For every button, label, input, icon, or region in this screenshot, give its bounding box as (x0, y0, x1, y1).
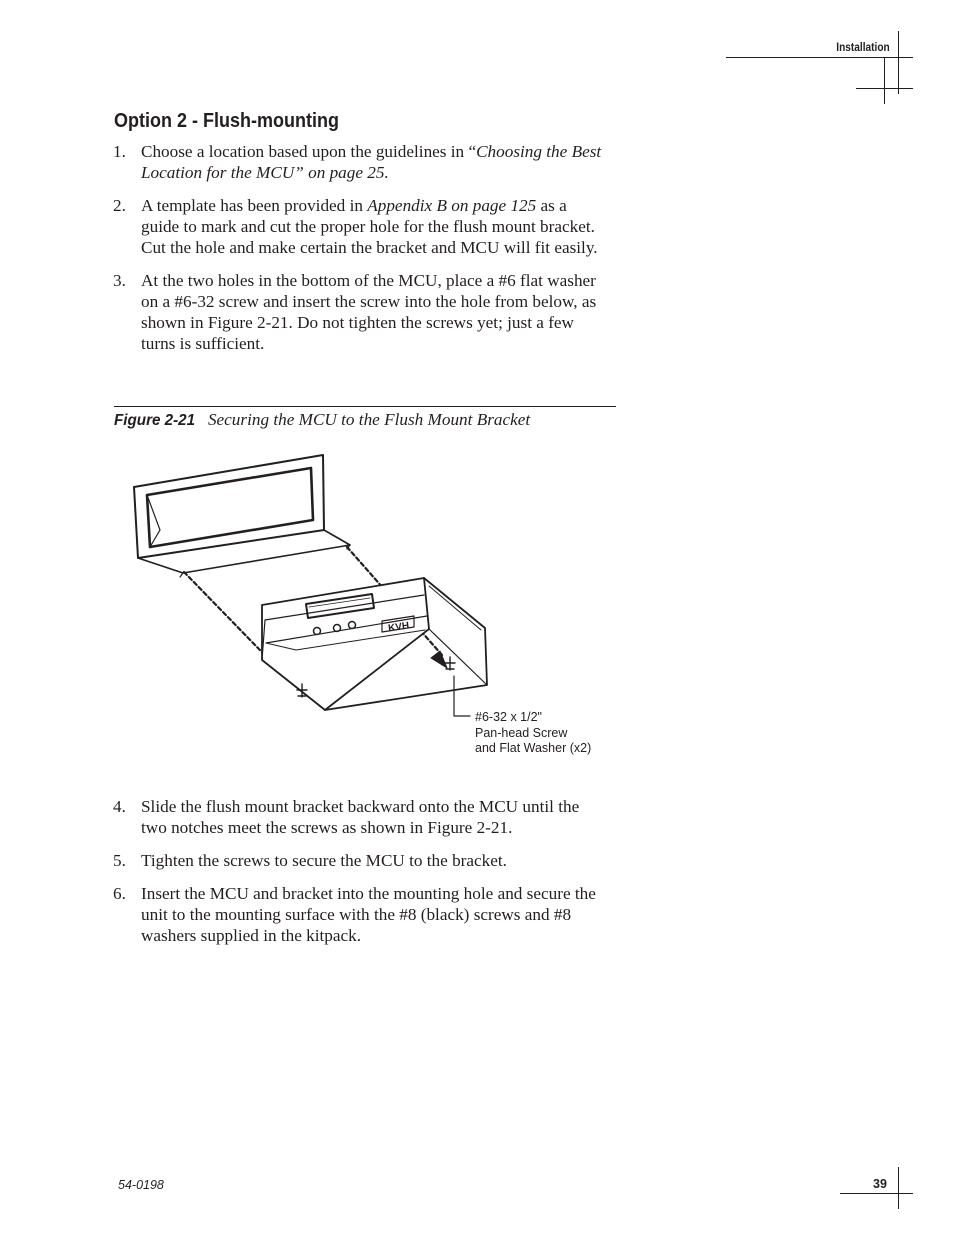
callout-line: and Flat Washer (x2) (475, 741, 592, 755)
steps-list-part2 (113, 796, 603, 946)
step-number: 4. (113, 797, 126, 816)
cross-reference-link[interactable]: Appendix B on page 125 (367, 196, 537, 215)
callout-line: Pan-head Screw (475, 725, 568, 740)
step-text: Tighten the screws to secure the MCU to the bracket. (141, 851, 507, 870)
step-number: 5. (113, 851, 126, 870)
step-text: A template has been provided in (141, 196, 368, 215)
step-text: At the two holes in the bottom of the MCU, place a #6 flat washer on a #6-32 screw and insert the screw into the hole from below, as shown in Figure 2-21. Do not tighten the screws yet; just a few turns is sufficient. (141, 271, 597, 353)
device-logo: KVH (387, 620, 410, 635)
header-section-label: Installation (836, 42, 890, 54)
screw-callout-label (475, 710, 591, 757)
footer-crop-vertical (898, 1167, 899, 1209)
callout-line: #6-32 x 1/2" (475, 710, 542, 724)
flush-mount-bracket (134, 455, 350, 577)
step-text-tail: as a guide to mark and cut the proper hole for the flush mount bracket. Cut the hole and make certain the bracket and MCU will fit easily. (141, 196, 598, 257)
step-number: 2. (113, 196, 126, 215)
step-number: 1. (113, 142, 126, 161)
list-item (113, 850, 603, 871)
cross-reference-link[interactable]: Choosing the Best Location for the MCU” on page 25. (141, 142, 602, 182)
step-text: Insert the MCU and bracket into the mounting hole and secure the unit to the mounting surface with the #8 (black) screws and #8 washers supplied in the kitpack. (141, 884, 596, 945)
document-number: 54-0198 (118, 1178, 164, 1192)
page-number: 39 (873, 1177, 887, 1191)
callout-leader-line (454, 676, 470, 716)
step-number: 3. (113, 271, 126, 290)
list-item (113, 883, 603, 946)
section-heading: Option 2 - Flush-mounting (114, 110, 339, 132)
list-item (113, 796, 603, 838)
figure-number: Figure 2-21 (114, 412, 196, 429)
figure-title: Securing the MCU to the Flush Mount Bracket (207, 410, 531, 429)
step-number: 6. (113, 884, 126, 903)
mcu-unit (262, 578, 487, 710)
footer-rule (840, 1193, 913, 1194)
step-text: Choose a location based upon the guidelines in “ (141, 142, 477, 161)
step-text: Slide the flush mount bracket backward onto the MCU until the two notches meet the screws as shown in Figure 2-21. (141, 797, 580, 837)
